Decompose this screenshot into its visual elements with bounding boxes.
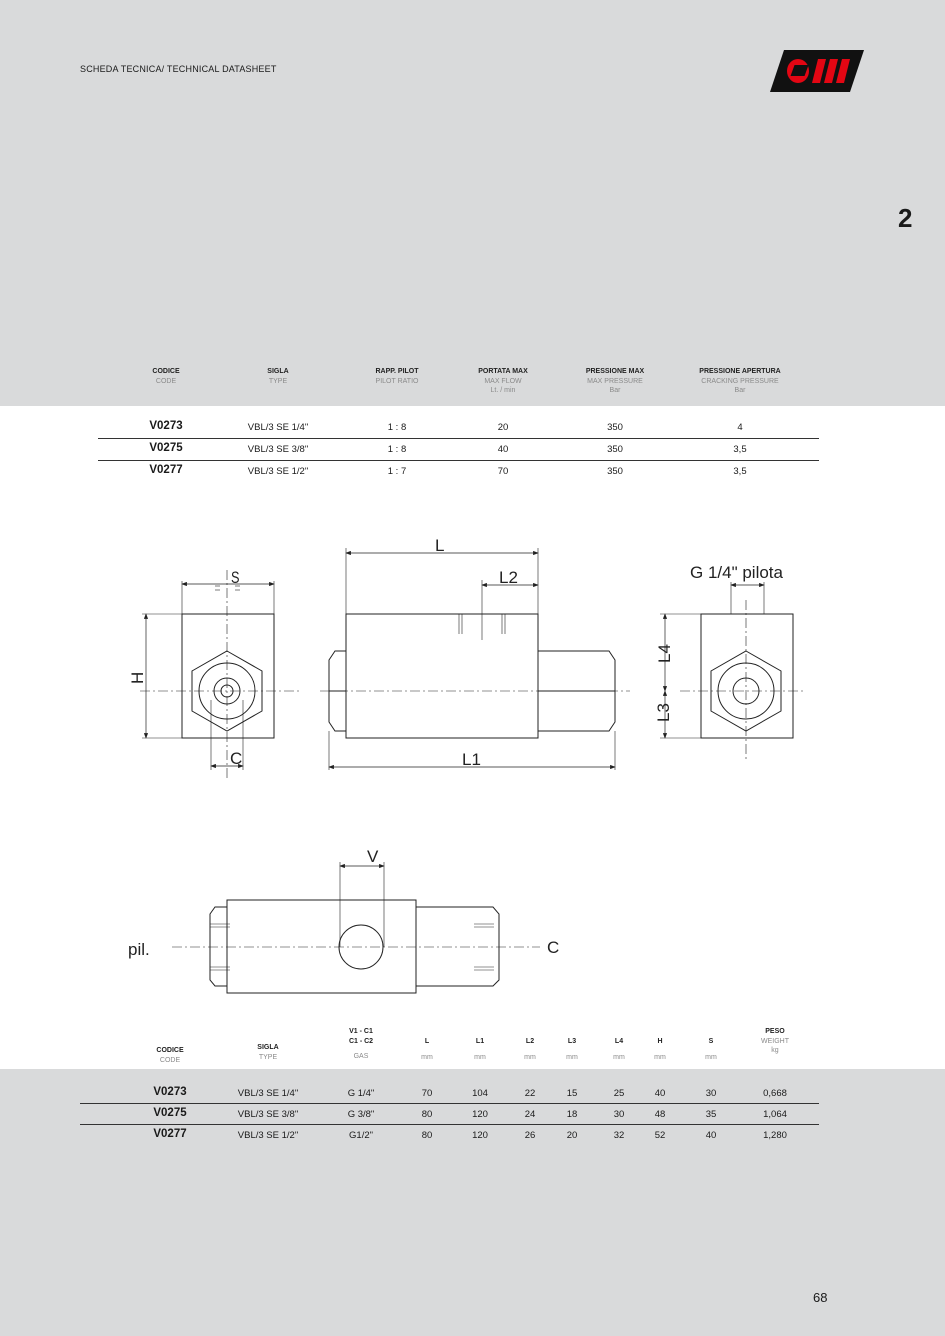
table-row [98, 440, 819, 461]
col-unit: Lt. / min [490, 387, 516, 394]
table-cell: 0,668 [763, 1088, 787, 1099]
table-cell: 1 : 8 [387, 422, 407, 433]
col-label-en: mm [654, 1053, 666, 1061]
section-number: 2 [898, 203, 913, 233]
col-unit: kg [771, 1047, 779, 1054]
table2-col-header [654, 1037, 666, 1062]
table-cell: 350 [607, 466, 623, 477]
table-cell: 48 [654, 1109, 666, 1120]
table2-col-header [761, 1027, 789, 1056]
col-label-it: S [708, 1038, 714, 1045]
table-cell: 40 [497, 444, 509, 455]
col-label-en: CRACKING PRESSURE [701, 377, 779, 385]
table-cell: 120 [472, 1130, 488, 1141]
table-cell: 350 [607, 444, 623, 455]
dim-label-L: L [435, 536, 445, 555]
table-cell: 52 [654, 1130, 666, 1141]
col-label-it: L1 [475, 1038, 485, 1045]
col-label-en: mm [613, 1053, 625, 1061]
table-cell: VBL/3 SE 1/2" [247, 466, 309, 477]
row-divider [98, 460, 819, 461]
document-title: SCHEDA TECNICA/ TECHNICAL DATASHEET [80, 64, 277, 74]
col-unit: Bar [609, 387, 621, 394]
col-label-it: RAPP. PILOT [375, 368, 419, 375]
table-cell: 35 [705, 1109, 717, 1120]
table-cell: 70 [497, 466, 509, 477]
col-label-en: MAX PRESSURE [587, 377, 643, 385]
col-label-en: PILOT RATIO [375, 377, 419, 385]
col-label-it: V1 - C1 [349, 1028, 373, 1035]
col-label-en: MAX FLOW [484, 377, 522, 385]
col-label-it: PESO [765, 1028, 785, 1035]
table1-col-header [375, 367, 418, 386]
table1-col-header [267, 367, 288, 386]
table2-col-header [613, 1037, 625, 1062]
row-divider [80, 1124, 819, 1125]
table-cell: 1,064 [763, 1109, 787, 1120]
table-cell: G 3/8" [347, 1109, 375, 1120]
table-cell: 20 [566, 1130, 578, 1141]
dim-label-L2: L2 [499, 568, 518, 587]
table2-col-header [349, 1027, 373, 1062]
table1-col-header [586, 367, 644, 396]
table2-col-header [705, 1037, 717, 1062]
col-label-it: CODICE [152, 368, 180, 375]
table-cell: 70 [421, 1088, 433, 1099]
bottom-view [172, 862, 540, 993]
product-code: V0275 [153, 1107, 187, 1119]
table2-col-header [257, 1043, 278, 1062]
table2-col-header [421, 1037, 433, 1062]
col-label-it: PORTATA MAX [478, 368, 528, 375]
table-cell: 80 [421, 1109, 433, 1120]
port-label-pil: pil. [128, 940, 150, 959]
col-unit: Bar [734, 387, 746, 394]
table-cell: 20 [497, 422, 509, 433]
table-cell: 1 : 7 [387, 466, 407, 477]
dim-label-S: S [231, 568, 240, 588]
brand-logo [770, 50, 864, 92]
table-cell: G 1/4" [347, 1088, 375, 1099]
col-label-en: CODE [155, 377, 177, 385]
col-label-it: SIGLA [257, 1044, 279, 1051]
table-cell: 1 : 8 [387, 444, 407, 455]
col-label-it2: C1 - C2 [348, 1037, 374, 1045]
page-number: 68 [813, 1290, 828, 1305]
table-cell: 18 [566, 1109, 578, 1120]
table-cell: VBL/3 SE 1/4" [237, 1088, 299, 1099]
table1-col-header [152, 367, 179, 386]
table-cell: 3,5 [733, 466, 747, 477]
dim-label-pilota: G 1/4" pilota [690, 563, 783, 582]
table-row [80, 1084, 819, 1105]
side-view [320, 548, 630, 770]
product-code: V0273 [149, 420, 183, 432]
left-end-view [140, 570, 300, 780]
col-label-en: mm [705, 1053, 717, 1061]
col-label-en: mm [566, 1053, 578, 1061]
table-cell: 4 [737, 422, 743, 433]
row-divider [80, 1103, 819, 1104]
table-row [80, 1126, 819, 1147]
col-label-it: PRESSIONE MAX [585, 368, 645, 375]
col-label-en: TYPE [258, 1053, 278, 1061]
table-row [80, 1105, 819, 1126]
table-cell: 26 [524, 1130, 536, 1141]
table2-col-header [524, 1037, 536, 1062]
col-label-en: TYPE [268, 377, 288, 385]
row-divider [98, 438, 819, 439]
col-label-it: L [424, 1038, 430, 1045]
dim-label-L3: L3 [654, 703, 673, 722]
table-cell: 24 [524, 1109, 536, 1120]
table-cell: 32 [613, 1130, 625, 1141]
col-label-it: L3 [567, 1038, 577, 1045]
table-cell: G1/2" [349, 1130, 373, 1141]
table-row [98, 418, 819, 439]
product-code: V0277 [149, 464, 183, 476]
technical-drawing [0, 520, 945, 1010]
table2-col-header [474, 1037, 486, 1062]
dim-label-L1: L1 [462, 750, 481, 769]
table-cell: 1,280 [763, 1130, 787, 1141]
col-label-it: SIGLA [267, 368, 289, 375]
table-cell: 3,5 [733, 444, 747, 455]
col-label-it: PRESSIONE APERTURA [699, 368, 781, 375]
col-label-en: CODE [159, 1056, 181, 1064]
table-row [98, 462, 819, 483]
table-cell: 25 [613, 1088, 625, 1099]
product-code: V0273 [153, 1086, 187, 1098]
table-cell: 80 [421, 1130, 433, 1141]
table2-col-header [566, 1037, 578, 1062]
col-label-it: L2 [525, 1038, 535, 1045]
table-cell: 22 [524, 1088, 536, 1099]
product-code: V0277 [153, 1128, 187, 1140]
right-end-view [660, 582, 805, 760]
table-cell: 30 [705, 1088, 717, 1099]
dim-label-L4: L4 [655, 644, 674, 663]
port-label-C: C [547, 938, 560, 957]
table-cell: VBL/3 SE 3/8" [237, 1109, 299, 1120]
table-cell: 40 [654, 1088, 666, 1099]
table-cell: 350 [607, 422, 623, 433]
dim-label-C: C [230, 749, 243, 768]
col-label-en: mm [421, 1053, 433, 1061]
dim-label-V: V [367, 847, 379, 866]
table-cell: 40 [705, 1130, 717, 1141]
col-label-en: WEIGHT [761, 1037, 789, 1045]
table-cell: 104 [472, 1088, 488, 1099]
col-label-en: GAS [353, 1053, 369, 1060]
table2-col-header [156, 1046, 183, 1065]
col-label-it: CODICE [156, 1047, 184, 1054]
col-label-en: mm [474, 1053, 486, 1061]
product-code: V0275 [149, 442, 183, 454]
table-cell: 15 [566, 1088, 578, 1099]
table-cell: VBL/3 SE 1/2" [237, 1130, 299, 1141]
col-label-it: H [657, 1038, 663, 1045]
table1-col-header [478, 367, 528, 396]
table1-col-header [699, 367, 780, 396]
dim-label-H: H [128, 671, 147, 684]
col-label-en: mm [524, 1053, 536, 1061]
table-cell: VBL/3 SE 3/8" [247, 444, 309, 455]
table-cell: 120 [472, 1109, 488, 1120]
col-label-it: L4 [614, 1038, 624, 1045]
table-cell: VBL/3 SE 1/4" [247, 422, 309, 433]
table-cell: 30 [613, 1109, 625, 1120]
